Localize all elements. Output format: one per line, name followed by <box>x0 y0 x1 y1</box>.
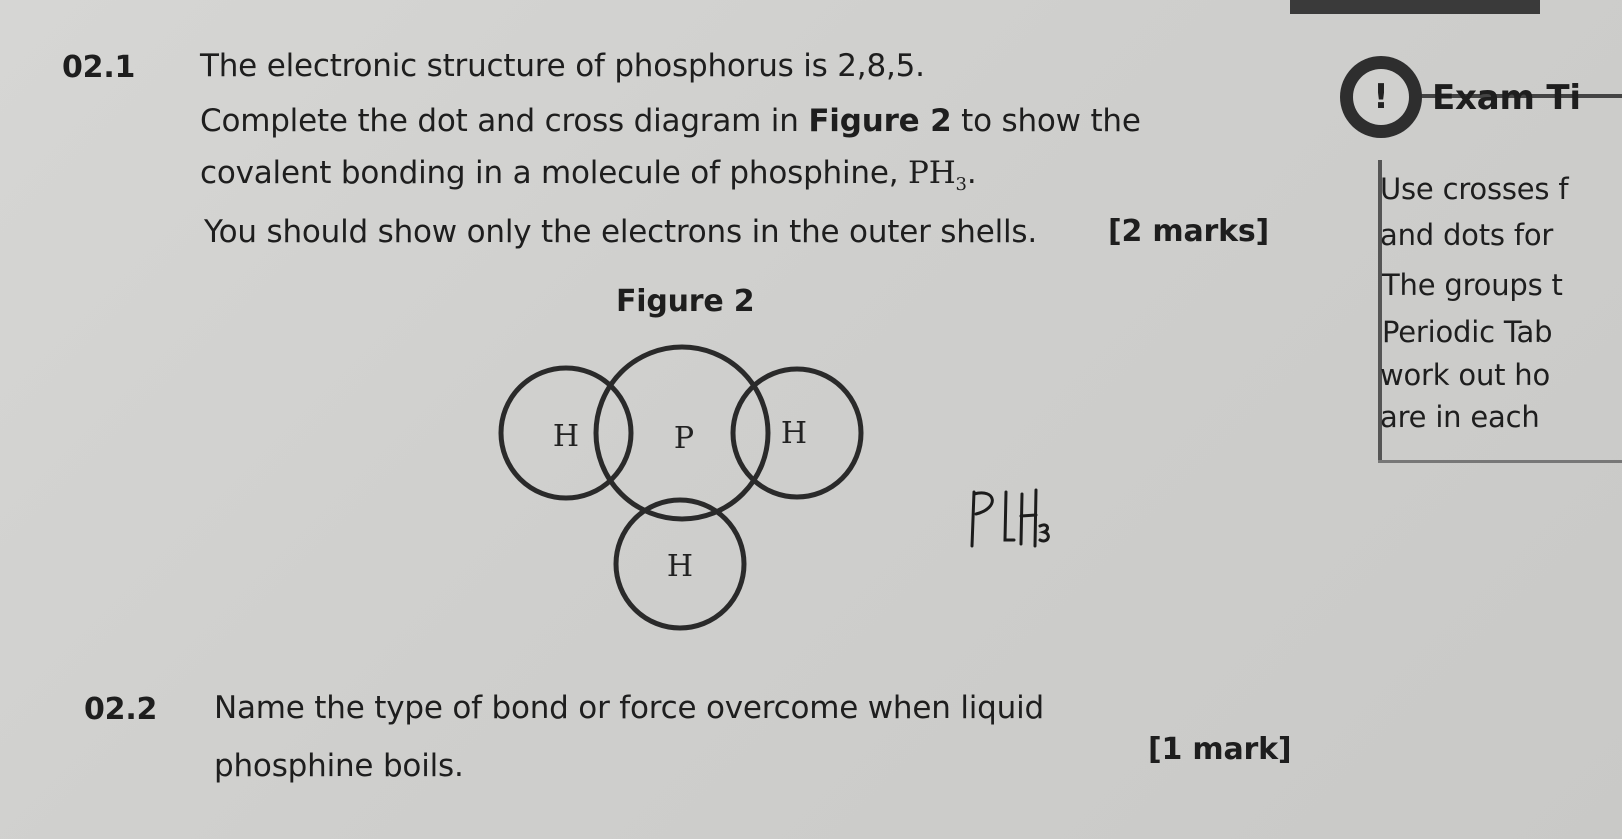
question-1-line-3-pre: covalent bonding in a molecule of phosphine, <box>200 155 909 191</box>
figure-title: Figure 2 <box>616 284 755 319</box>
exam-tip-title: Exam Ti <box>1432 78 1581 118</box>
exam-tip-line: are in each <box>1380 400 1540 434</box>
exclamation-mark: ! <box>1353 69 1409 125</box>
exam-tip-line: Periodic Tab <box>1382 315 1553 349</box>
marks-label-2: [1 mark] <box>1148 732 1292 767</box>
h-left-symbol: H <box>552 419 580 454</box>
question-1-line-3-post: . <box>966 155 977 191</box>
exam-tip-line: and dots for <box>1380 218 1554 252</box>
marks-label-1: [2 marks] <box>1108 214 1270 249</box>
h-right-symbol: H <box>780 416 808 451</box>
question-2-line-2: phosphine boils. <box>214 748 464 784</box>
exam-tip-line: Use crosses f <box>1380 172 1569 206</box>
p-symbol: P <box>673 421 695 456</box>
question-2-line-1: Name the type of bond or force overcome when liquid <box>214 690 1044 726</box>
question-1-line-4: You should show only the electrons in the outer shells. <box>204 214 1037 250</box>
exclamation-icon <box>1340 56 1422 138</box>
exam-tip-line: work out ho <box>1380 358 1551 392</box>
question-1-line-2-pre: Complete the dot and cross diagram in <box>200 103 809 139</box>
question-1-line-2-post: to show the <box>951 103 1141 139</box>
question-1-line-1: The electronic structure of phosphorus is 2,8,5. <box>200 48 925 84</box>
question-number-2: 02.2 <box>84 692 158 727</box>
formula-subscript: 3 <box>955 174 967 196</box>
figure-reference: Figure 2 <box>808 103 952 139</box>
handwritten-formula <box>972 490 1048 546</box>
question-number-1: 02.1 <box>62 50 136 85</box>
formula-main: PH <box>908 155 956 191</box>
exam-tip-bottom-rule <box>1378 460 1622 463</box>
h-bottom-symbol: H <box>666 549 694 584</box>
exam-tip-line: The groups t <box>1382 268 1563 302</box>
